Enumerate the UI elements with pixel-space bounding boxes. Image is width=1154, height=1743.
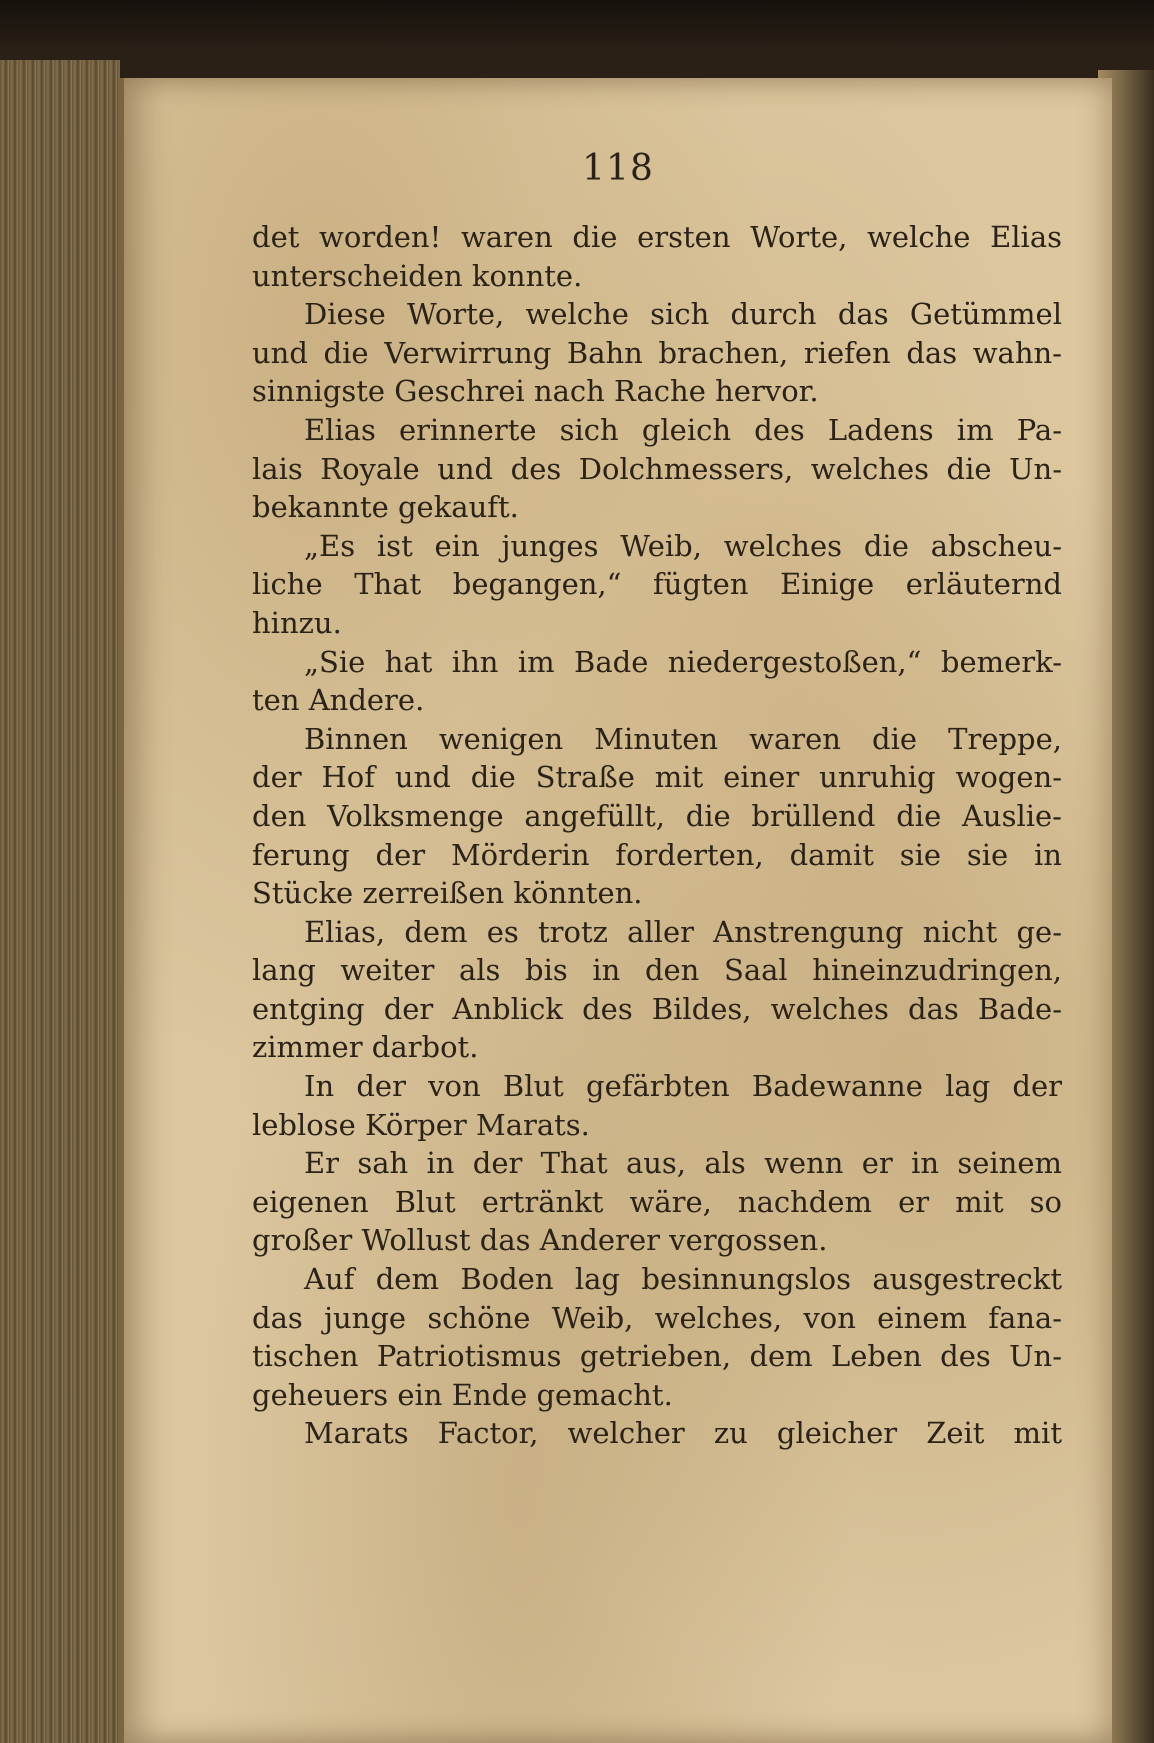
page-text-body bbox=[252, 218, 1062, 1453]
page-stack-left-edge bbox=[0, 60, 120, 1743]
text-line: lang weiter als bis in den Saal hineinzudringen, bbox=[252, 953, 1062, 988]
text-line: der Hof und die Straße mit einer unruhig wogen- bbox=[252, 760, 1062, 795]
text-line: Marats Factor, welcher zu gleicher Zeit mit bbox=[304, 1416, 1062, 1451]
text-line: bekannte gekauft. bbox=[252, 490, 519, 525]
text-line: „Es ist ein junges Weib, welches die abscheu- bbox=[304, 528, 1062, 563]
text-line: In der von Blut gefärbten Badewanne lag der bbox=[304, 1069, 1062, 1104]
text-line: unterscheiden konnte. bbox=[252, 258, 583, 293]
text-line: und die Verwirrung Bahn brachen, riefen das wahn- bbox=[252, 335, 1062, 370]
text-line: sinnigste Geschrei nach Rache hervor. bbox=[252, 374, 819, 409]
text-line: geheuers ein Ende gemacht. bbox=[252, 1377, 673, 1412]
text-line: Auf dem Boden lag besinnungslos ausgestreckt bbox=[304, 1262, 1062, 1297]
text-line: Diese Worte, welche sich durch das Getümmel bbox=[304, 297, 1062, 332]
text-line: Elias erinnerte sich gleich des Ladens im Pa- bbox=[304, 412, 1062, 447]
book-page bbox=[118, 78, 1112, 1743]
text-line: entging der Anblick des Bildes, welches das Bade- bbox=[252, 991, 1062, 1026]
text-line: Binnen wenigen Minuten waren die Treppe, bbox=[304, 721, 1062, 756]
text-line: zimmer darbot. bbox=[252, 1030, 479, 1065]
text-line: den Volksmenge angefüllt, die brüllend die Auslie- bbox=[252, 798, 1062, 833]
text-line: das junge schöne Weib, welches, von einem fana- bbox=[252, 1300, 1062, 1335]
text-line: tischen Patriotismus getrieben, dem Leben des Un- bbox=[252, 1339, 1062, 1374]
text-line: Stücke zerreißen könnten. bbox=[252, 876, 643, 911]
text-line: liche That begangen,“ fügten Einige erläuternd bbox=[252, 567, 1062, 602]
text-line: hinzu. bbox=[252, 605, 342, 640]
text-line: Elias, dem es trotz aller Anstrengung nicht ge- bbox=[304, 914, 1062, 949]
text-line: ferung der Mörderin forderten, damit sie sie in bbox=[252, 837, 1062, 872]
text-line: ten Andere. bbox=[252, 683, 425, 718]
text-line: „Sie hat ihn im Bade niedergestoßen,“ bemerk- bbox=[304, 644, 1062, 679]
text-line: eigenen Blut ertränkt wäre, nachdem er mit so bbox=[252, 1184, 1062, 1219]
text-line: lais Royale und des Dolchmessers, welches die Un- bbox=[252, 451, 1062, 486]
text-line: det worden! waren die ersten Worte, welche Elias bbox=[252, 220, 1062, 254]
text-line: großer Wollust das Anderer vergossen. bbox=[252, 1223, 828, 1258]
page-number: 118 bbox=[582, 148, 654, 189]
text-line: leblose Körper Marats. bbox=[252, 1107, 590, 1142]
text-line: Er sah in der That aus, als wenn er in seinem bbox=[304, 1146, 1062, 1181]
